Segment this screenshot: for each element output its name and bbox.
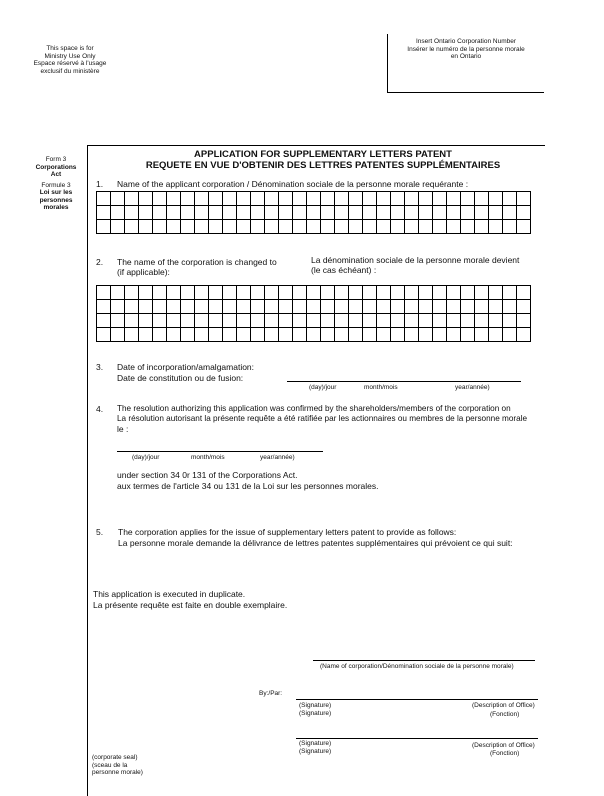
letter-box[interactable] — [167, 300, 181, 314]
letter-box[interactable] — [517, 206, 531, 220]
letter-box[interactable] — [181, 314, 195, 328]
office-caption-en-1: (Description of Office) — [472, 702, 535, 709]
letter-box[interactable] — [433, 220, 447, 234]
letter-box[interactable] — [377, 206, 391, 220]
letter-box[interactable] — [321, 206, 335, 220]
letter-box[interactable] — [475, 286, 489, 300]
letter-box[interactable] — [405, 192, 419, 206]
letter-box[interactable] — [293, 192, 307, 206]
letter-box[interactable] — [489, 220, 503, 234]
letter-box[interactable] — [251, 328, 265, 342]
letter-box[interactable] — [391, 206, 405, 220]
letter-box[interactable] — [223, 192, 237, 206]
grid-row — [97, 206, 531, 220]
letter-box[interactable] — [461, 192, 475, 206]
letter-box[interactable] — [265, 314, 279, 328]
letter-box[interactable] — [377, 314, 391, 328]
letter-box[interactable] — [223, 300, 237, 314]
letter-box[interactable] — [279, 314, 293, 328]
s3-year-caption: year/année) — [455, 384, 490, 391]
letter-box[interactable] — [265, 192, 279, 206]
letter-box[interactable] — [223, 286, 237, 300]
letter-box[interactable] — [279, 206, 293, 220]
letter-box[interactable] — [251, 220, 265, 234]
signature-caption-fr-1: (Signature) — [299, 710, 332, 717]
letter-box[interactable] — [237, 328, 251, 342]
letter-box[interactable] — [391, 286, 405, 300]
resolution-date-field[interactable] — [117, 451, 323, 452]
letter-box[interactable] — [209, 192, 223, 206]
letter-box[interactable] — [153, 328, 167, 342]
letter-box[interactable] — [377, 300, 391, 314]
letter-box[interactable] — [461, 286, 475, 300]
letter-box[interactable] — [97, 286, 111, 300]
letter-box[interactable] — [307, 300, 321, 314]
section-4-le: le : — [117, 424, 129, 434]
letter-box[interactable] — [475, 314, 489, 328]
grid-row — [97, 192, 531, 206]
signature-line-2[interactable] — [296, 738, 538, 739]
s3-month-caption: month/mois — [364, 384, 398, 391]
section-2-label-en: The name of the corporation is changed to (if applicable): — [117, 257, 277, 277]
s4-month-caption: month/mois — [191, 454, 225, 461]
letter-box[interactable] — [391, 328, 405, 342]
letter-box[interactable] — [167, 328, 181, 342]
letter-box[interactable] — [419, 300, 433, 314]
letter-box[interactable] — [237, 192, 251, 206]
letter-box[interactable] — [391, 314, 405, 328]
letter-box[interactable] — [97, 206, 111, 220]
letter-box[interactable] — [363, 220, 377, 234]
letter-box[interactable] — [517, 286, 531, 300]
letter-box[interactable] — [139, 220, 153, 234]
letter-box[interactable] — [237, 286, 251, 300]
grid-row — [97, 286, 531, 300]
letter-box[interactable] — [125, 286, 139, 300]
executed-en: This application is executed in duplicate. — [93, 589, 246, 599]
letter-box[interactable] — [363, 192, 377, 206]
letter-box[interactable] — [139, 314, 153, 328]
letter-box[interactable] — [503, 220, 517, 234]
letter-box[interactable] — [293, 206, 307, 220]
letter-box[interactable] — [335, 220, 349, 234]
letter-box[interactable] — [195, 192, 209, 206]
section-2-label-fr: La dénomination sociale de la personne morale devient (le cas échéant) : — [311, 255, 520, 275]
letter-box[interactable] — [307, 220, 321, 234]
letter-box[interactable] — [153, 314, 167, 328]
signature-caption-fr-2: (Signature) — [299, 748, 332, 755]
letter-box[interactable] — [97, 328, 111, 342]
letter-box[interactable] — [363, 328, 377, 342]
letter-box[interactable] — [377, 286, 391, 300]
letter-box[interactable] — [307, 286, 321, 300]
letter-box[interactable] — [97, 192, 111, 206]
letter-box[interactable] — [209, 206, 223, 220]
letter-box[interactable] — [447, 220, 461, 234]
section-4-label-fr: La résolution autorisant la présente requête a été ratifiée par les actionnaires ou membres de la personne morale — [117, 414, 528, 423]
letter-box[interactable] — [433, 192, 447, 206]
letter-box[interactable] — [111, 314, 125, 328]
s3-day-caption: (day)/jour — [309, 384, 337, 391]
letter-box[interactable] — [195, 300, 209, 314]
letter-box[interactable] — [265, 286, 279, 300]
letter-box[interactable] — [475, 300, 489, 314]
signature-caption-en-2: (Signature) — [299, 740, 332, 747]
letter-box[interactable] — [181, 220, 195, 234]
section-3-label-fr: Date de constitution ou de fusion: — [117, 373, 244, 383]
letter-box[interactable] — [321, 314, 335, 328]
letter-box[interactable] — [391, 192, 405, 206]
corporation-name-field[interactable] — [313, 660, 535, 661]
letter-box[interactable] — [433, 328, 447, 342]
letter-box[interactable] — [293, 220, 307, 234]
applicant-name-grid[interactable] — [96, 191, 531, 234]
letter-box[interactable] — [195, 206, 209, 220]
letter-box[interactable] — [321, 192, 335, 206]
office-caption-fr-1: (Fonction) — [490, 711, 520, 718]
letter-box[interactable] — [419, 192, 433, 206]
letter-box[interactable] — [489, 300, 503, 314]
letter-box[interactable] — [223, 206, 237, 220]
letter-box[interactable] — [307, 314, 321, 328]
letter-box[interactable] — [363, 314, 377, 328]
section-5-label-fr: La personne morale demande la délivrance de lettres patentes supplémentaires qui prévoient ce qui suit: — [118, 538, 513, 548]
letter-box[interactable] — [195, 286, 209, 300]
letter-box[interactable] — [503, 328, 517, 342]
section-5-label-en: The corporation applies for the issue of supplementary letters patent to provide as follows: — [118, 527, 457, 537]
letter-box[interactable] — [195, 314, 209, 328]
letter-box[interactable] — [223, 220, 237, 234]
letter-box[interactable] — [125, 328, 139, 342]
section-2-number: 2. — [96, 257, 104, 267]
page-title: APPLICATION FOR SUPPLEMENTARY LETTERS PATENT REQUETE EN VUE D'OBTENIR DES LETTRES PATENTES SUPPLÉMENTAIRES — [145, 149, 501, 171]
letter-box[interactable] — [517, 314, 531, 328]
section-4-number: 4. — [96, 404, 104, 414]
letter-box[interactable] — [517, 328, 531, 342]
section-1-label: Name of the applicant corporation / Dénomination sociale de la personne morale requérante : — [117, 179, 469, 189]
letter-box[interactable] — [405, 206, 419, 220]
letter-box[interactable] — [517, 192, 531, 206]
letter-box[interactable] — [167, 314, 181, 328]
letter-box[interactable] — [349, 300, 363, 314]
corporation-name-caption: (Name of corporation/Dénomination sociale de la personne morale) — [320, 663, 514, 670]
letter-box[interactable] — [433, 286, 447, 300]
letter-box[interactable] — [517, 300, 531, 314]
letter-box[interactable] — [405, 314, 419, 328]
letter-box[interactable] — [153, 220, 167, 234]
letter-box[interactable] — [489, 206, 503, 220]
letter-box[interactable] — [111, 328, 125, 342]
letter-box[interactable] — [279, 286, 293, 300]
letter-box[interactable] — [461, 220, 475, 234]
letter-box[interactable] — [475, 206, 489, 220]
letter-box[interactable] — [111, 300, 125, 314]
letter-box[interactable] — [349, 220, 363, 234]
letter-box[interactable] — [97, 220, 111, 234]
letter-box[interactable] — [349, 206, 363, 220]
margin-rule — [87, 145, 88, 796]
letter-box[interactable] — [265, 300, 279, 314]
section-3-label-en: Date of incorporation/amalgamation: — [117, 362, 255, 372]
letter-box[interactable] — [209, 328, 223, 342]
letter-box[interactable] — [405, 328, 419, 342]
letter-box[interactable] — [447, 328, 461, 342]
letter-box[interactable] — [335, 206, 349, 220]
corporation-number-label: Insert Ontario Corporation Number Insérer le numéro de la personne morale en Ontario — [407, 38, 525, 60]
letter-box[interactable] — [251, 192, 265, 206]
letter-box[interactable] — [321, 220, 335, 234]
letter-box[interactable] — [419, 314, 433, 328]
letter-box[interactable] — [125, 206, 139, 220]
letter-box[interactable] — [293, 314, 307, 328]
letter-box[interactable] — [265, 328, 279, 342]
section-4-statute-en: under section 34 0r 131 of the Corporations Act. — [117, 470, 298, 480]
letter-box[interactable] — [237, 220, 251, 234]
letter-box[interactable] — [209, 286, 223, 300]
letter-box[interactable] — [139, 300, 153, 314]
corporate-seal-note: (corporate seal) (sceau de la personne morale) — [92, 754, 143, 776]
letter-box[interactable] — [321, 328, 335, 342]
letter-box[interactable] — [377, 328, 391, 342]
letter-box[interactable] — [503, 286, 517, 300]
letter-box[interactable] — [405, 286, 419, 300]
incorporation-date-field[interactable] — [287, 381, 521, 382]
letter-box[interactable] — [503, 192, 517, 206]
letter-box[interactable] — [475, 192, 489, 206]
letter-box[interactable] — [433, 206, 447, 220]
letter-box[interactable] — [419, 220, 433, 234]
letter-box[interactable] — [167, 206, 181, 220]
letter-box[interactable] — [209, 300, 223, 314]
letter-box[interactable] — [223, 328, 237, 342]
letter-box[interactable] — [335, 328, 349, 342]
letter-box[interactable] — [461, 206, 475, 220]
letter-box[interactable] — [279, 220, 293, 234]
letter-box[interactable] — [139, 206, 153, 220]
letter-box[interactable] — [111, 220, 125, 234]
executed-fr: La présente requête est faite en double exemplaire. — [93, 600, 288, 610]
letter-box[interactable] — [489, 192, 503, 206]
letter-box[interactable] — [475, 220, 489, 234]
letter-box[interactable] — [321, 300, 335, 314]
letter-box[interactable] — [335, 300, 349, 314]
letter-box[interactable] — [111, 192, 125, 206]
header-rule — [88, 145, 545, 146]
letter-box[interactable] — [167, 192, 181, 206]
letter-box[interactable] — [125, 192, 139, 206]
letter-box[interactable] — [377, 192, 391, 206]
letter-box[interactable] — [181, 286, 195, 300]
letter-box[interactable] — [349, 328, 363, 342]
letter-box[interactable] — [475, 328, 489, 342]
grid-row — [97, 328, 531, 342]
letter-box[interactable] — [125, 314, 139, 328]
office-caption-fr-2: (Fonction) — [490, 750, 520, 757]
grid-row — [97, 300, 531, 314]
letter-box[interactable] — [349, 314, 363, 328]
letter-box[interactable] — [279, 192, 293, 206]
office-caption-en-2: (Description of Office) — [472, 742, 535, 749]
letter-box[interactable] — [503, 300, 517, 314]
letter-box[interactable] — [335, 192, 349, 206]
letter-box[interactable] — [111, 286, 125, 300]
letter-box[interactable] — [97, 300, 111, 314]
letter-box[interactable] — [461, 300, 475, 314]
form-side-label: Form 3 Corporations Act Formule 3 Loi sur les personnes morales — [35, 156, 77, 211]
letter-box[interactable] — [447, 206, 461, 220]
letter-box[interactable] — [307, 192, 321, 206]
section-5-number: 5. — [96, 527, 104, 537]
letter-box[interactable] — [237, 300, 251, 314]
letter-box[interactable] — [293, 328, 307, 342]
letter-box[interactable] — [251, 206, 265, 220]
letter-box[interactable] — [447, 286, 461, 300]
letter-box[interactable] — [405, 300, 419, 314]
letter-box[interactable] — [293, 286, 307, 300]
letter-box[interactable] — [447, 314, 461, 328]
letter-box[interactable] — [237, 314, 251, 328]
letter-box[interactable] — [139, 192, 153, 206]
letter-box[interactable] — [433, 300, 447, 314]
letter-box[interactable] — [419, 328, 433, 342]
letter-box[interactable] — [489, 328, 503, 342]
letter-box[interactable] — [363, 286, 377, 300]
letter-box[interactable] — [363, 300, 377, 314]
signature-caption-en-1: (Signature) — [299, 702, 332, 709]
letter-box[interactable] — [97, 314, 111, 328]
signature-line-1[interactable] — [296, 699, 538, 700]
letter-box[interactable] — [461, 328, 475, 342]
letter-box[interactable] — [349, 286, 363, 300]
letter-box[interactable] — [265, 220, 279, 234]
letter-box[interactable] — [209, 314, 223, 328]
letter-box[interactable] — [279, 328, 293, 342]
letter-box[interactable] — [503, 206, 517, 220]
letter-box[interactable] — [167, 286, 181, 300]
section-3-number: 3. — [96, 362, 104, 372]
letter-box[interactable] — [251, 300, 265, 314]
letter-box[interactable] — [447, 300, 461, 314]
letter-box[interactable] — [447, 192, 461, 206]
letter-box[interactable] — [167, 220, 181, 234]
letter-box[interactable] — [251, 314, 265, 328]
letter-box[interactable] — [251, 286, 265, 300]
letter-box[interactable] — [391, 220, 405, 234]
letter-box[interactable] — [153, 206, 167, 220]
letter-box[interactable] — [349, 192, 363, 206]
letter-box[interactable] — [181, 300, 195, 314]
letter-box[interactable] — [223, 314, 237, 328]
letter-box[interactable] — [405, 220, 419, 234]
s4-day-caption: (day)/jour — [132, 454, 160, 461]
section-4-statute-fr: aux termes de l'article 34 ou 131 de la Loi sur les personnes morales. — [117, 481, 379, 491]
letter-box[interactable] — [195, 328, 209, 342]
letter-box[interactable] — [321, 286, 335, 300]
letter-box[interactable] — [335, 286, 349, 300]
letter-box[interactable] — [391, 300, 405, 314]
letter-box[interactable] — [489, 314, 503, 328]
letter-box[interactable] — [307, 328, 321, 342]
letter-box[interactable] — [517, 220, 531, 234]
letter-box[interactable] — [265, 206, 279, 220]
letter-box[interactable] — [139, 286, 153, 300]
letter-box[interactable] — [209, 220, 223, 234]
letter-box[interactable] — [279, 300, 293, 314]
letter-box[interactable] — [139, 328, 153, 342]
letter-box[interactable] — [181, 192, 195, 206]
new-name-grid[interactable] — [96, 285, 531, 342]
letter-box[interactable] — [489, 286, 503, 300]
letter-box[interactable] — [433, 314, 447, 328]
letter-box[interactable] — [461, 314, 475, 328]
letter-box[interactable] — [195, 220, 209, 234]
s4-year-caption: year/année) — [260, 454, 295, 461]
letter-box[interactable] — [363, 206, 377, 220]
letter-box[interactable] — [111, 206, 125, 220]
letter-box[interactable] — [153, 192, 167, 206]
letter-box[interactable] — [153, 300, 167, 314]
letter-box[interactable] — [419, 286, 433, 300]
grid-row — [97, 314, 531, 328]
by-label: By:/Par: — [259, 690, 283, 697]
letter-box[interactable] — [181, 328, 195, 342]
letter-box[interactable] — [503, 314, 517, 328]
section-4-label-en: The resolution authorizing this application was confirmed by the shareholders/members of the corporation on — [117, 404, 511, 413]
letter-box[interactable] — [125, 300, 139, 314]
letter-box[interactable] — [237, 206, 251, 220]
section-1-number: 1. — [96, 179, 104, 189]
ministry-use-note: This space is for Ministry Use Only Espace réservé à l'usage exclusif du ministère — [33, 45, 107, 75]
grid-row — [97, 220, 531, 234]
letter-box[interactable] — [153, 286, 167, 300]
letter-box[interactable] — [293, 300, 307, 314]
letter-box[interactable] — [125, 220, 139, 234]
letter-box[interactable] — [181, 206, 195, 220]
letter-box[interactable] — [377, 220, 391, 234]
letter-box[interactable] — [419, 206, 433, 220]
letter-box[interactable] — [307, 206, 321, 220]
letter-box[interactable] — [335, 314, 349, 328]
